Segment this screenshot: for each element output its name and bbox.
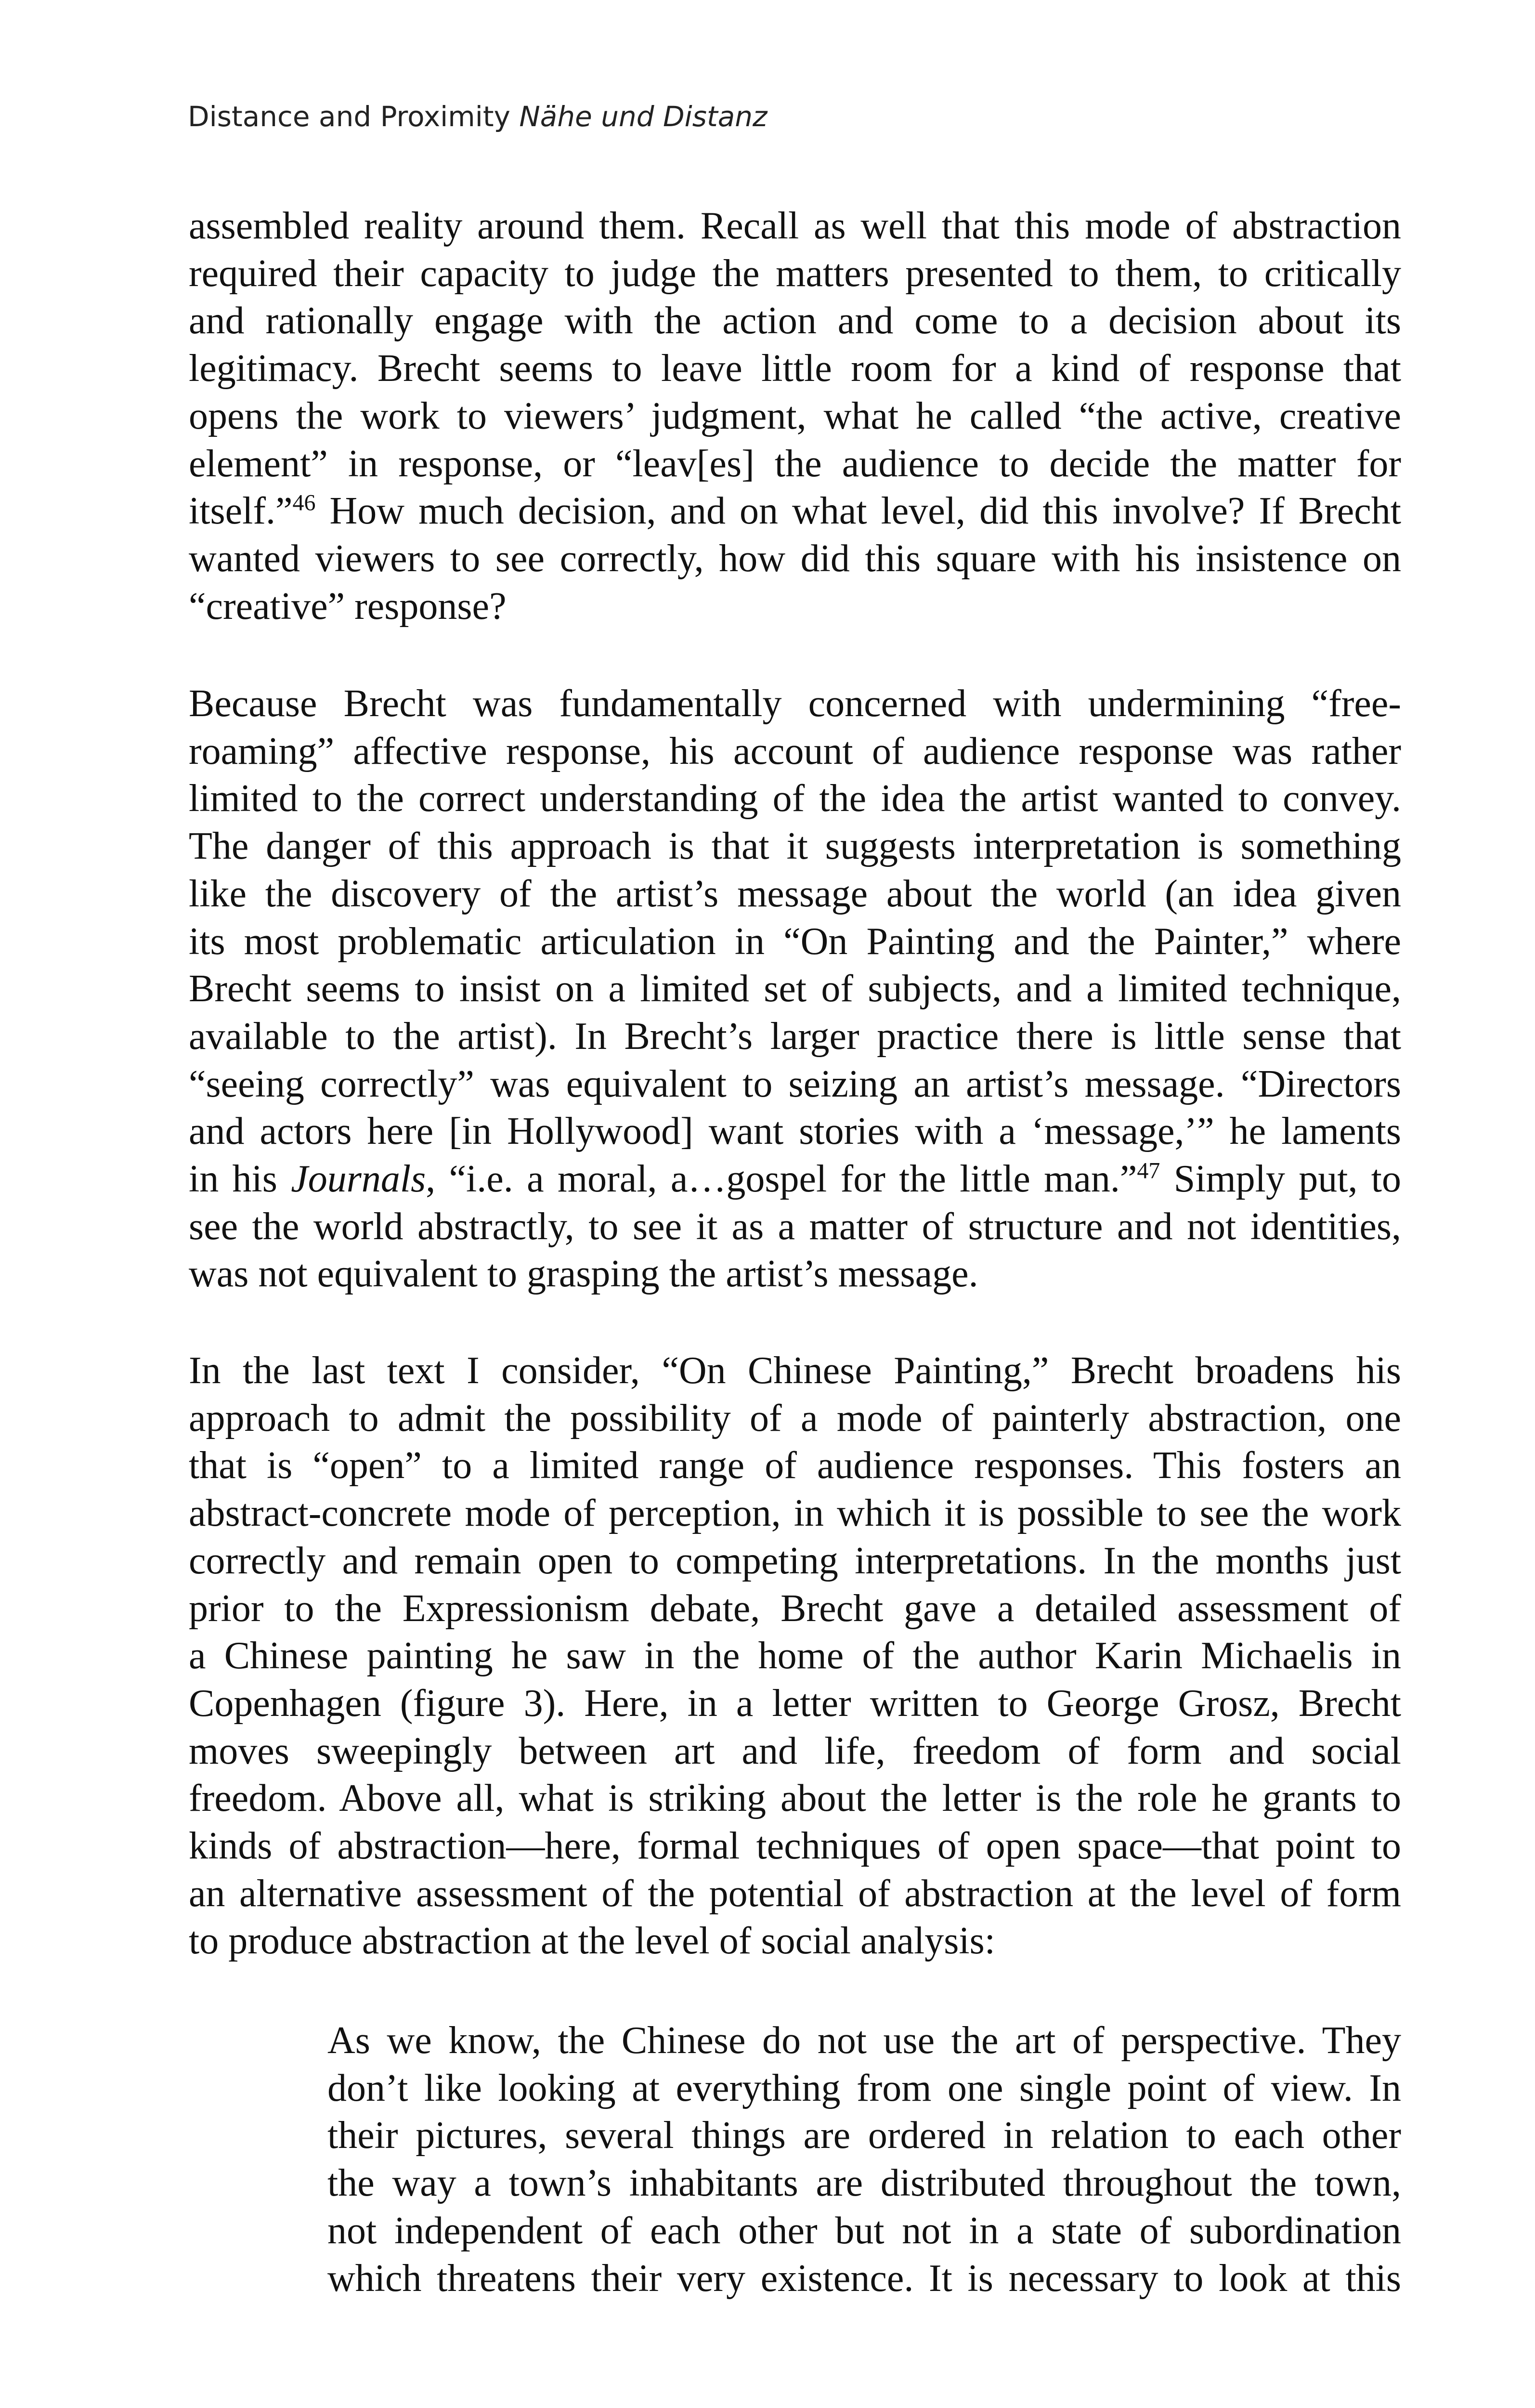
text-line: wanted viewers to see correctly, how did this square with his insistence on <box>189 537 1401 580</box>
text-line: opens the work to viewers’ judgment, what he called “the active, creative <box>189 394 1401 437</box>
text-line: to produce abstraction at the level of social analysis: <box>189 1920 995 1963</box>
text-line: limited to the correct understanding of the idea the artist wanted to convey. <box>189 777 1401 820</box>
quote-line: which threatens their very existence. It is necessary to look at this <box>327 2257 1401 2300</box>
text-line: legitimacy. Brecht seems to leave little room for a kind of response that <box>189 347 1401 390</box>
quote-line: As we know, the Chinese do not use the art of perspective. They <box>327 2019 1401 2062</box>
journals-title: Journals <box>291 1158 426 1201</box>
text-segment: , “i.e. a moral, a…gospel for the little man.” <box>426 1158 1137 1201</box>
text-line: available to the artist). In Brecht’s larger practice there is little sense that <box>189 1015 1401 1058</box>
paragraph-3 <box>189 1347 1401 1965</box>
quote-line: the way a town’s inhabitants are distributed throughout the town, <box>327 2162 1401 2205</box>
text-line: roaming” affective response, his account of audience response was rather <box>189 730 1401 772</box>
running-header <box>188 100 767 133</box>
quote-line: don’t like looking at everything from one single point of view. In <box>327 2067 1401 2109</box>
text-segment: Simply put, to <box>1160 1158 1402 1201</box>
paragraph-2 <box>189 680 1401 1298</box>
text-line: was not equivalent to grasping the artist’s message. <box>189 1253 978 1296</box>
text-segment: itself.” <box>189 490 293 533</box>
text-segment: How much decision, and on what level, did this involve? If Brecht <box>315 490 1401 533</box>
quote-line: their pictures, several things are ordered in relation to each other <box>327 2114 1401 2157</box>
text-segment: in his <box>189 1158 291 1201</box>
text-line: and rationally engage with the action and come to a decision about its <box>189 300 1401 342</box>
text-line: element” in response, or “leav[es] the audience to decide the matter for <box>189 442 1401 485</box>
footnote-47: 47 <box>1137 1158 1160 1184</box>
text-line: and actors here [in Hollywood] want stories with a ‘message,’” he laments <box>189 1110 1401 1153</box>
text-line: abstract-concrete mode of perception, in which it is possible to see the work <box>189 1492 1401 1535</box>
text-line: In the last text I consider, “On Chinese Painting,” Brecht broadens his <box>189 1349 1401 1392</box>
text-line: moves sweepingly between art and life, freedom of form and social <box>189 1729 1401 1772</box>
text-line: required their capacity to judge the matters presented to them, to critically <box>189 252 1401 295</box>
text-line: see the world abstractly, to see it as a matter of structure and not identities, <box>189 1205 1401 1248</box>
text-line: Copenhagen (figure 3). Here, in a letter written to George Grosz, Brecht <box>189 1682 1401 1725</box>
paragraph-1 <box>189 202 1401 630</box>
text-line <box>189 487 1401 535</box>
text-line: that is “open” to a limited range of audience responses. This fosters an <box>189 1444 1401 1487</box>
header-title-german: Nähe und Distanz <box>519 100 768 133</box>
text-line: assembled reality around them. Recall as well that this mode of abstraction <box>189 205 1401 247</box>
text-line: its most problematic articulation in “On Painting and the Painter,” where <box>189 920 1401 963</box>
text-line: kinds of abstraction—here, formal techniques of open space—that point to <box>189 1825 1401 1868</box>
text-line: The danger of this approach is that it suggests interpretation is something <box>189 825 1401 868</box>
header-title: Distance and Proximity <box>188 100 510 133</box>
text-line: like the discovery of the artist’s message about the world (an idea given <box>189 872 1401 915</box>
quote-line: not independent of each other but not in a state of subordination <box>327 2209 1401 2252</box>
text-line: “creative” response? <box>189 585 507 628</box>
text-line: a Chinese painting he saw in the home of the author Karin Michaelis in <box>189 1635 1401 1677</box>
text-line: an alternative assessment of the potential of abstraction at the level of form <box>189 1872 1401 1915</box>
text-line <box>189 1155 1401 1203</box>
text-line: Brecht seems to insist on a limited set of subjects, and a limited technique, <box>189 968 1401 1010</box>
text-line: “seeing correctly” was equivalent to seizing an artist’s message. “Directors <box>189 1062 1401 1105</box>
text-line: freedom. Above all, what is striking about the letter is the role he grants to <box>189 1777 1401 1820</box>
block-quote <box>327 2017 1401 2302</box>
text-line: approach to admit the possibility of a mode of painterly abstraction, one <box>189 1397 1401 1440</box>
text-line: prior to the Expressionism debate, Brecht gave a detailed assessment of <box>189 1587 1401 1630</box>
text-line: Because Brecht was fundamentally concerned with undermining “free- <box>189 682 1401 725</box>
footnote-46: 46 <box>292 490 316 516</box>
text-line: correctly and remain open to competing interpretations. In the months just <box>189 1539 1401 1582</box>
